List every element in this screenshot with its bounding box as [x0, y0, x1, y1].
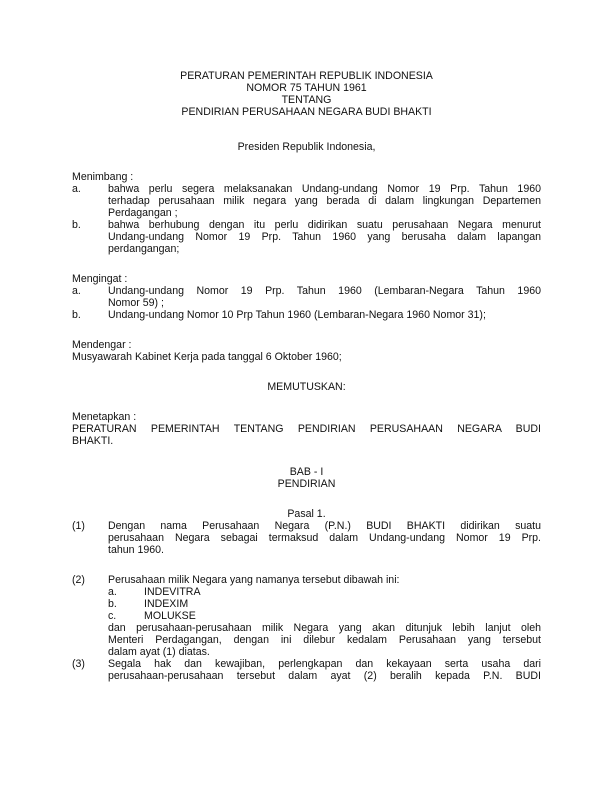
ayat-label: (1) — [72, 520, 85, 532]
ayat-line: Perusahaan milik Negara yang namanya tersebut dibawah ini: — [108, 574, 400, 586]
mendengar-text: Musyawarah Kabinet Kerja pada tanggal 6 Oktober 1960; — [72, 351, 342, 363]
sub-text: INDEVITRA — [144, 586, 201, 598]
ayat-line: Segala hak dan kewajiban, perlengkapan dan kekayaan serta usaha dari — [108, 658, 541, 670]
item-line: Undang-undang Nomor 19 Prp. Tahun 1960 yang berusaha dalam lapangan — [108, 231, 541, 243]
pasal-title: Pasal 1. — [287, 508, 326, 520]
item-line: bahwa perlu segera melaksanakan Undang-undang Nomor 19 Prp. Tahun 1960 — [108, 183, 541, 195]
menetapkan-heading: Menetapkan : — [72, 411, 137, 423]
sub-label: a. — [108, 586, 117, 598]
sub-label: b. — [108, 598, 117, 610]
title-line: PERATURAN PEMERINTAH REPUBLIK INDONESIA — [180, 70, 433, 82]
item-line: terhadap perusahaan milik negara yang berada di dalam lingkungan Departemen — [108, 195, 541, 207]
ayat-label: (2) — [72, 574, 85, 586]
ayat-line: Menteri Perdagangan, dengan ini dilebur kedalam Perusahaan yang tersebut — [108, 634, 541, 646]
mengingat-heading: Mengingat : — [72, 273, 128, 285]
ayat-label: (3) — [72, 658, 85, 670]
item-label: a. — [72, 285, 81, 297]
ayat-line: perusahaan-perusahaan tersebut dalam ayat (2) beralih kepada P.N. BUDI — [108, 670, 541, 682]
mendengar-heading: Mendengar : — [72, 339, 132, 351]
ayat-line: tahun 1960. — [108, 544, 164, 556]
ayat-line: Dengan nama Perusahaan Negara (P.N.) BUDI BHAKTI didirikan suatu — [108, 520, 541, 532]
sub-label: c. — [108, 610, 117, 622]
sub-text: INDEXIM — [144, 598, 189, 610]
item-label: a. — [72, 183, 81, 195]
ayat-line: perusahaan Negara sebagai termaksud dalam Undang-undang Nomor 19 Prp. — [108, 532, 541, 544]
ayat-line: dan perusahaan-perusahaan milik Negara yang akan ditunjuk lebih lanjut oleh — [108, 622, 541, 634]
item-label: b. — [72, 309, 81, 321]
title-line: TENTANG — [281, 94, 332, 106]
title-line: NOMOR 75 TAHUN 1961 — [246, 82, 367, 94]
menetapkan-line: BHAKTI. — [72, 435, 114, 447]
item-line: Undang-undang Nomor 10 Prp Tahun 1960 (Lembaran-Negara 1960 Nomor 31); — [108, 309, 486, 321]
sub-text: MOLUKSE — [144, 610, 196, 622]
ayat-line: dalam ayat (1) diatas. — [108, 646, 210, 658]
item-line: perdangangan; — [108, 243, 180, 255]
item-line: Perdagangan ; — [108, 207, 178, 219]
title-line: PENDIRIAN PERUSAHAAN NEGARA BUDI BHAKTI — [181, 106, 432, 118]
menimbang-heading: Menimbang : — [72, 171, 134, 183]
item-line: Undang-undang Nomor 19 Prp. Tahun 1960 (Lembaran-Negara Tahun 1960 — [108, 285, 541, 297]
president-line: Presiden Republik Indonesia, — [237, 141, 376, 153]
menetapkan-line: PERATURAN PEMERINTAH TENTANG PENDIRIAN PERUSAHAAN NEGARA BUDI — [72, 423, 541, 435]
item-line: Nomor 59) ; — [108, 297, 164, 309]
memutuskan-heading: MEMUTUSKAN: — [267, 381, 346, 393]
item-label: b. — [72, 219, 81, 231]
item-line: bahwa berhubung dengan itu perlu didirikan suatu perusahaan Negara menurut — [108, 219, 541, 231]
bab-number: BAB - I — [289, 466, 324, 478]
bab-title: PENDIRIAN — [277, 478, 336, 490]
